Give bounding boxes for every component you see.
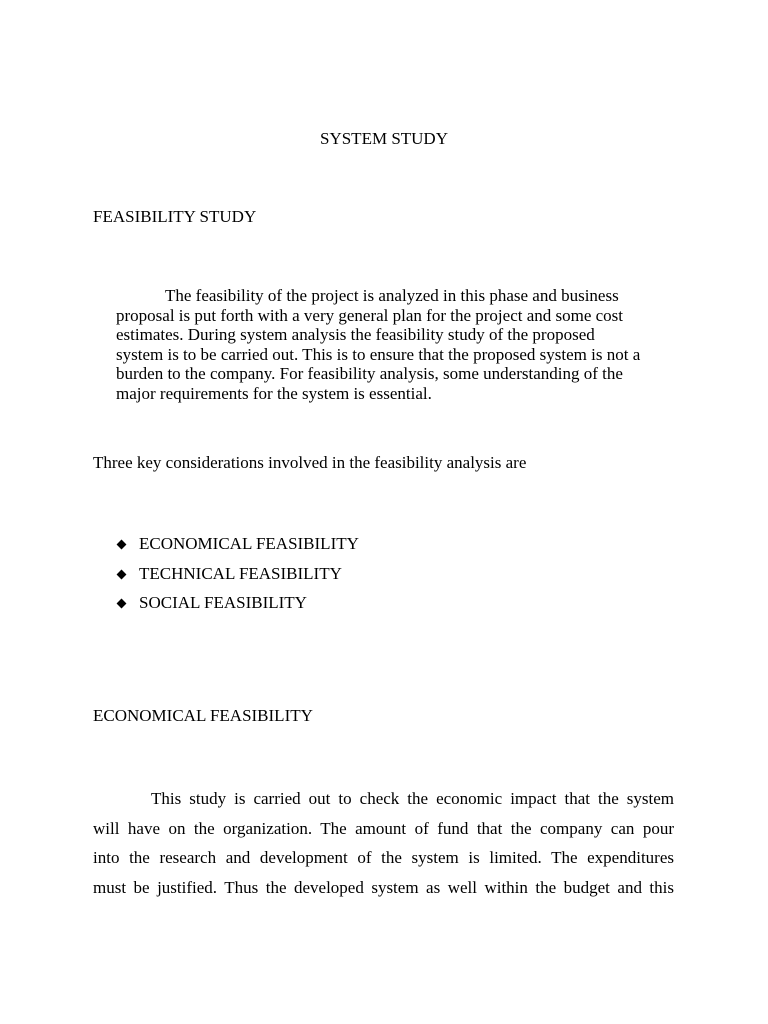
list-item	[115, 593, 359, 623]
paragraph-line: The feasibility of the project is analyzed in this phase and business	[165, 286, 619, 305]
list-item	[115, 564, 359, 594]
paragraph-line: will have on the organization. The amount of fund that the company can pour	[93, 818, 674, 838]
paragraph-line: system is to be carried out. This is to ensure that the proposed system is not a	[116, 344, 641, 364]
economical-feasibility-heading: ECONOMICAL FEASIBILITY	[93, 706, 313, 725]
list-item-label: SOCIAL FEASIBILITY	[139, 593, 307, 612]
page-title: SYSTEM STUDY	[320, 129, 448, 148]
diamond-bullet-icon	[117, 599, 127, 609]
economical-paragraph	[93, 784, 674, 902]
list-item-label: TECHNICAL FEASIBILITY	[139, 563, 342, 583]
paragraph-line: This study is carried out to check the economic impact that the system	[151, 789, 674, 808]
paragraph-line: major requirements for the system is essential.	[116, 383, 432, 403]
list-item-label: ECONOMICAL FEASIBILITY	[139, 534, 359, 553]
diamond-bullet-icon	[117, 540, 127, 550]
paragraph-line: proposal is put forth with a very general plan for the project and some cost	[116, 305, 624, 325]
list-item	[115, 534, 359, 564]
feasibility-paragraph	[116, 286, 681, 404]
considerations-intro: Three key considerations involved in the feasibility analysis are	[93, 453, 527, 472]
feasibility-study-heading: FEASIBILITY STUDY	[93, 207, 257, 226]
diamond-bullet-icon	[117, 569, 127, 579]
paragraph-line: must be justified. Thus the developed system as well within the budget and this	[93, 877, 674, 897]
paragraph-line: into the research and development of the system is limited. The expenditures	[93, 848, 674, 867]
considerations-list	[115, 534, 359, 623]
paragraph-line: burden to the company. For feasibility analysis, some understanding of the	[116, 364, 623, 384]
paragraph-line: estimates. During system analysis the feasibility study of the proposed	[116, 325, 595, 345]
